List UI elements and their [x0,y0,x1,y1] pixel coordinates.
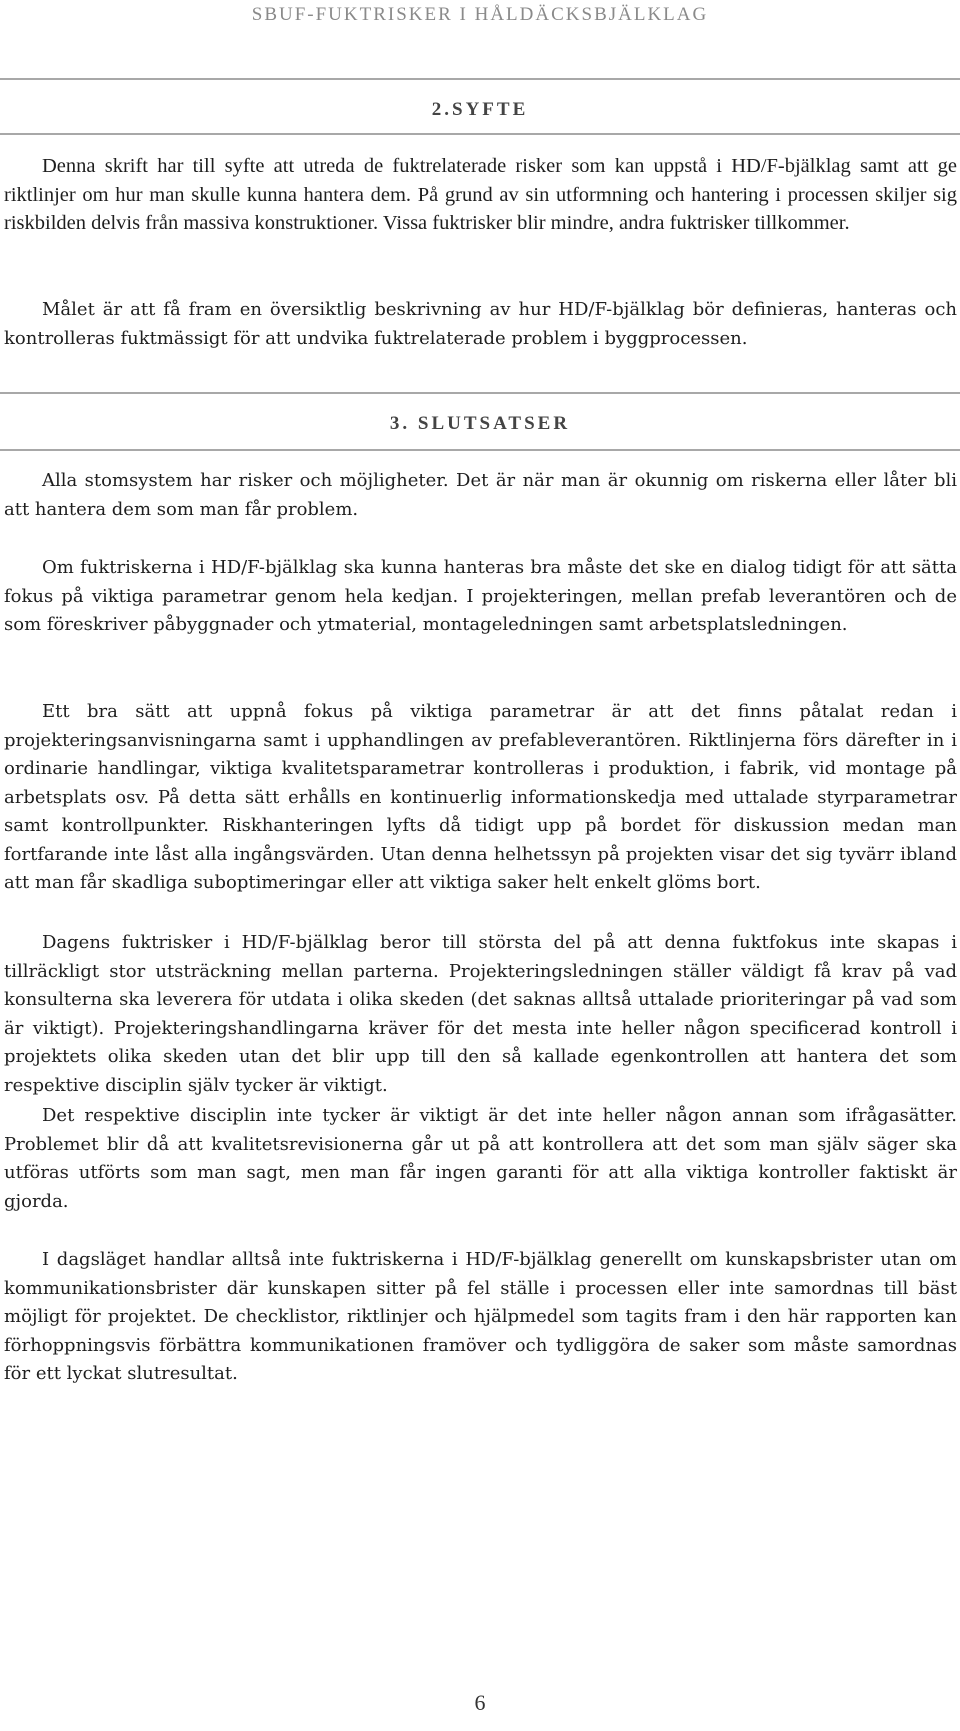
paragraph: I dagsläget handlar alltså inte fuktriskerna i HD/F-bjälklag generellt om kunskapsbrister utan om kommunikationsbrister där kunskapen sitter på fel ställe i processen eller inte samordnas till bäst möjligt för projektet. De checklistor, riktlinjer och hjälpmedel som tagits fram i den här rapporten kan förhoppningsvis förbättra kommunikationen framöver och tydliggöra de saker som måste samordnas för ett lyckat slutresultat. [4,1249,957,1384]
section-top-rule [0,78,960,80]
section-heading-syfte: 2.SYFTE [431,99,529,120]
section-top-rule [0,392,960,394]
paragraph: Om fuktriskerna i HD/F-bjälklag ska kunna hanteras bra måste det ske en dialog tidigt för att sätta fokus på viktiga parametrar genom hela kedjan. I projekteringen, mellan prefab leverantören och de som föreskriver påbyggnader och ytmaterial, montageledningen samt arbetsplatsledningen. [4,557,957,635]
running-header: SBUF-FUKTRISKER I HÅLDÄCKSBJÄLKLAG [251,4,709,25]
paragraph: Denna skrift har till syfte att utreda de fuktrelaterade risker som kan uppstå i HD/F-bjälklag samt att ge riktlinjer om hur man skulle kunna hantera dem. På grund av sin utformning och hantering i processen skiljer sig riskbilden delvis från massiva konstruktioner. Vissa fuktrisker blir mindre, andra fuktrisker tillkommer. [4,155,957,234]
paragraph: Ett bra sätt att uppnå fokus på viktiga parametrar är att det finns påtalat redan i projekteringsanvisningarna samt i upphandlingen av prefableverantören. Riktlinjerna förs därefter in i ordinarie handlingar, viktiga kvalitetsparametrar kontrolleras i produktion, i fabrik, vid montage på arbetsplats osv. På detta sätt erhålls en kontinuerlig informationskedja med uttalade styrparametrar samt kontrollpunkter. Riskhanteringen lyfts då tidigt upp på bordet för diskussion medan man fortfarande inte låst alla ingångsvärden. Utan denna helhetssyn på projekten visar det sig tyvärr ibland att man får skadliga suboptimeringar eller att viktiga saker helt enkelt glöms bort. [4,701,957,893]
paragraph: Alla stomsystem har risker och möjligheter. Det är när man är okunnig om riskerna eller låter bli att hantera dem som man får problem. [4,470,957,520]
section-bottom-rule [0,133,960,135]
paragraph: Det respektive disciplin inte tycker är viktigt är det inte heller någon annan som ifrågasätter. Problemet blir då att kvalitetsrevisionerna går ut på att kontrollera att det som man själv säger ska utföras utförts som man sagt, men man får ingen garanti för att alla viktiga kontroller faktiskt är gjorda. [4,1105,957,1212]
paragraph: Målet är att få fram en översiktlig beskrivning av hur HD/F-bjälklag bör definieras, hanteras och kontrolleras fuktmässigt för att undvika fuktrelaterade problem i byggprocessen. [4,299,957,349]
paragraph: Dagens fuktrisker i HD/F-bjälklag beror till största del på att denna fuktfokus inte skapas i tillräckligt stor utsträckning mellan parterna. Projekteringsledningen ställer väldigt få krav på vad konsulterna ska leverera för utdata i olika skeden (det saknas alltså uttalade prioriteringar på vad som är viktigt). Projekteringshandlingarna kräver för det mesta inte heller någon specificerad kontroll i projektets olika skeden utan det blir upp till den så kallade egenkontrollen att hantera det som respektive disciplin själv tycker är viktigt. [4,932,957,1096]
section-heading-slutsatser: 3. SLUTSATSER [389,413,571,434]
section-bottom-rule [0,449,960,451]
page-number: 6 [474,1690,486,1715]
